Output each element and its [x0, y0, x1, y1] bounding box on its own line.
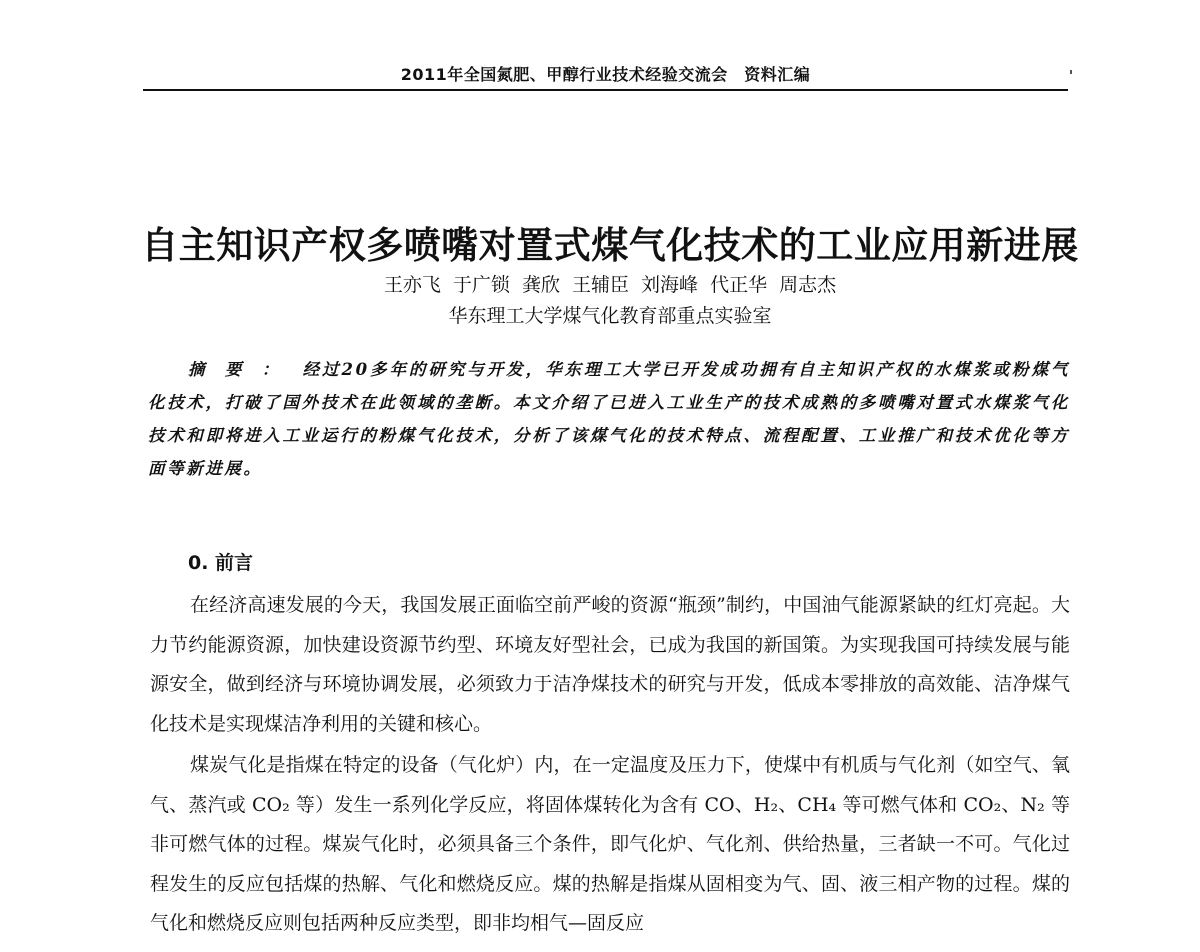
body-paragraph: 在经济高速发展的今天，我国发展正面临空前严峻的资源“瓶颈”制约，中国油气能源紧缺的红灯亮起。大力节约能源资源，加快建设资源节约型、环境友好型社会，已成为我国的新国策。为实现我国可持续发展与能源安全，做到经济与环境协调发展，必须致力于洁净煤技术的研究与开发，低成本零排放的高效能、洁净煤气化技术是实现煤洁净利用的关键和核心。 — [150, 594, 1070, 735]
author-affiliation: 华东理工大学煤气化教育部重点实验室 — [448, 305, 772, 327]
author-list: 王亦飞 于广锁 龚欣 王辅臣 刘海峰 代正华 周志杰 — [383, 274, 837, 296]
abstract-label: 摘要： — [188, 360, 299, 379]
header-rule — [143, 89, 1068, 91]
section-heading: 0. 前言 — [188, 552, 254, 574]
abstract-text: 经过20多年的研究与开发，华东理工大学已开发成功拥有自主知识产权的水煤浆或粉煤气化技术，打破了国外技术在此领域的垄断。本文介绍了已进入工业生产的技术成熟的多喷嘴对置式水煤浆气化技术和即将进入工业运行的粉煤气化技术，分析了该煤气化的技术特点、流程配置、工业推广和技术优化等方面等新进展。 — [148, 360, 1071, 478]
body-paragraph: 煤炭气化是指煤在特定的设备（气化炉）内，在一定温度及压力下，使煤中有机质与气化剂（如空气、氧气、蒸汽或 CO₂ 等）发生一系列化学反应，将固体煤转化为含有 CO、H₂、CH₄ 等可燃气体和 CO₂、N₂ 等非可燃气体的过程。煤炭气化时，必须具备三个条件，即气化炉、气化剂、供给热量，三者缺一不可。气化过程发生的反应包括煤的热解、气化和燃烧反应。煤的热解是指煤从固相变为气、固、液三相产物的过程。煤的气化和燃烧反应则包括两种反应类型，即非均相气—固反应 — [150, 754, 1070, 934]
abstract — [148, 353, 1070, 485]
article-title: 自主知识产权多喷嘴对置式煤气化技术的工业应用新进展 — [141, 224, 1079, 267]
section-body — [150, 586, 1070, 944]
scan-speck — [1070, 70, 1072, 74]
running-header: 2011年全国氮肥、甲醇行业技术经验交流会 资料汇编 — [400, 65, 811, 84]
